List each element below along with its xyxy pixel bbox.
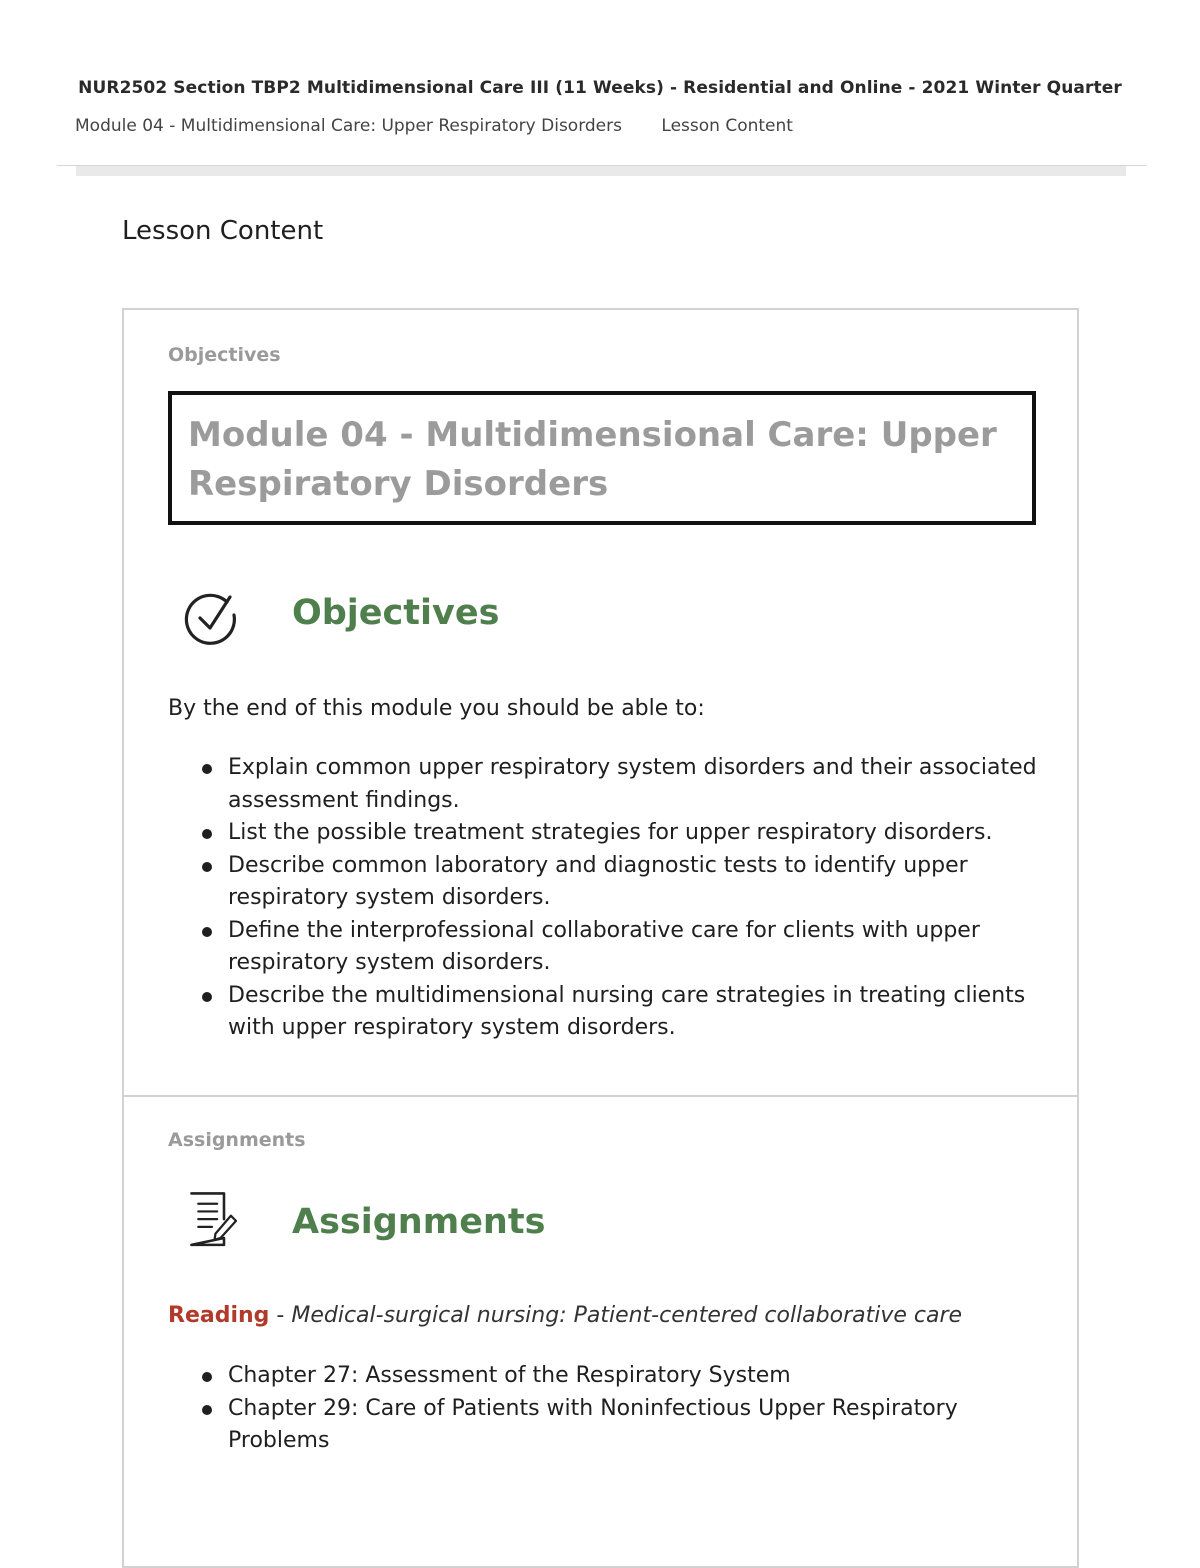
assignments-heading: Assignments: [292, 1202, 546, 1242]
reading-separator: -: [269, 1303, 292, 1328]
section-divider: [124, 1095, 1077, 1097]
assignments-section-label: Assignments: [168, 1129, 306, 1151]
breadcrumb-lesson-content[interactable]: Lesson Content: [661, 116, 793, 136]
document-pencil-icon: [182, 1190, 242, 1250]
breadcrumb-module-link[interactable]: Module 04 - Multidimensional Care: Upper Respiratory Disorders: [75, 116, 622, 136]
module-heading: Module 04 - Multidimensional Care: Upper Respiratory Disorders: [188, 415, 997, 504]
objective-item: Describe common laboratory and diagnostic tests to identify upper respiratory system disorders.: [228, 850, 1038, 915]
header-shadow-bar: [76, 166, 1126, 176]
objectives-section-label: Objectives: [168, 344, 281, 366]
module-title-frame: [168, 391, 1036, 525]
breadcrumb: [75, 116, 793, 136]
objective-item: Explain common upper respiratory system disorders and their associated assessment findings.: [228, 752, 1038, 817]
reading-chapter-item: Chapter 27: Assessment of the Respiratory System: [228, 1360, 1038, 1393]
objectives-list: [168, 752, 1038, 1045]
objective-item: Describe the multidimensional nursing care strategies in treating clients with upper respiratory system disorders.: [228, 980, 1038, 1045]
reading-label: Reading: [168, 1303, 270, 1328]
course-title: NUR2502 Section TBP2 Multidimensional Care III (11 Weeks) - Residential and Online - 2021 Winter Quarter: [78, 78, 1122, 98]
objectives-intro: By the end of this module you should be able to:: [168, 696, 705, 721]
reading-chapters-list: [168, 1360, 1038, 1458]
objective-item: List the possible treatment strategies for upper respiratory disorders.: [228, 817, 1038, 850]
objective-item: Define the interprofessional collaborative care for clients with upper respiratory system disorders.: [228, 915, 1038, 980]
reading-line: [168, 1303, 962, 1328]
reading-chapter-item: Chapter 29: Care of Patients with Noninfectious Upper Respiratory Problems: [228, 1393, 1038, 1458]
page-title: Lesson Content: [122, 216, 324, 246]
lesson-content-panel: [122, 308, 1079, 1568]
checkmark-circle-icon: [182, 588, 242, 648]
objectives-heading: Objectives: [292, 593, 500, 633]
reading-textbook-title: Medical-surgical nursing: Patient-centered collaborative care: [291, 1303, 963, 1328]
